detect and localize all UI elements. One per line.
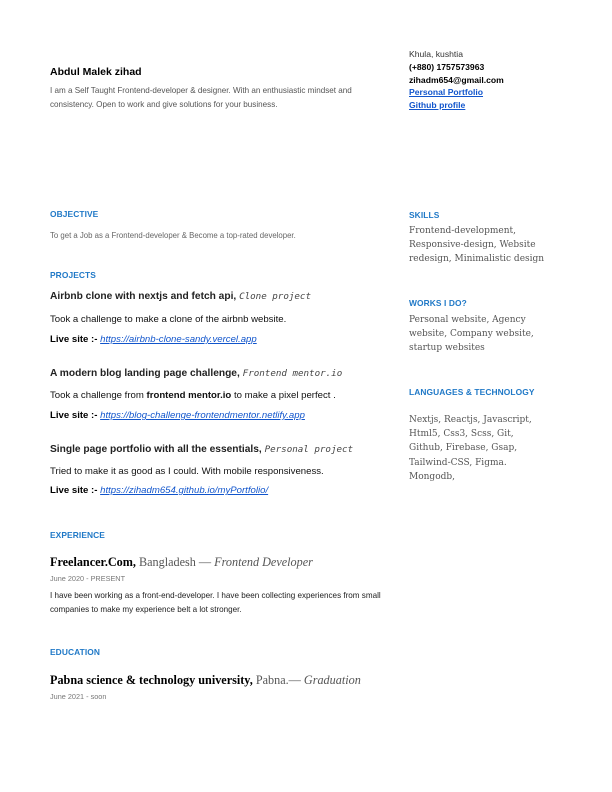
contact-email: zihadm654@gmail.com xyxy=(409,74,504,85)
contact-address: Khula, kushtia xyxy=(409,49,463,59)
skills-heading: SKILLS xyxy=(409,210,440,220)
experience-dates: June 2020 - PRESENT xyxy=(50,574,126,583)
contact-phone: (+880) 1757573963 xyxy=(409,61,485,72)
education-heading: EDUCATION xyxy=(50,647,101,657)
experience-entry-title: Freelancer.Com, Bangladesh — Frontend Developer xyxy=(50,555,313,569)
project-title: Airbnb clone with nextjs and fetch api, Clone project xyxy=(50,291,311,302)
project-live xyxy=(50,485,268,496)
company-name: Freelancer.Com, xyxy=(50,555,136,569)
works-text: Personal website, Agency website, Company website, startup websites xyxy=(409,315,534,354)
live-label: Live site :- xyxy=(50,334,98,345)
resume-name: Abdul Malek zihad xyxy=(50,66,142,78)
project-live-link[interactable]: https://airbnb-clone-sandy.vercel.app xyxy=(100,334,257,345)
portfolio-link[interactable]: Personal Portfolio xyxy=(409,87,484,98)
objective-heading: OBJECTIVE xyxy=(50,209,99,219)
project-name: Single page portfolio with all the essentials xyxy=(50,444,259,455)
project-desc: Took a challenge from frontend mentor.io to make a pixel perfect . xyxy=(50,390,336,401)
languages-heading: LANGUAGES & TECHNOLOGY xyxy=(409,387,535,397)
project-title: A modern blog landing page challenge, Frontend mentor.io xyxy=(50,368,343,379)
contact-block xyxy=(409,48,504,112)
skills-text: Frontend-development, Responsive-design, Website redesign, Minimalistic design xyxy=(409,226,545,265)
project-name: A modern blog landing page challenge xyxy=(50,368,237,379)
intro-text: I am a Self Taught Frontend-developer & designer. With an enthusiastic mindset and consistency. Open to work and give solutions for your business. xyxy=(50,86,352,109)
project-title: Single page portfolio with all the essentials, Personal project xyxy=(50,444,354,455)
works-heading: WORKS I DO? xyxy=(409,298,467,308)
project-kind: Clone project xyxy=(239,291,311,302)
experience-heading: EXPERIENCE xyxy=(50,530,105,540)
live-label: Live site :- xyxy=(50,485,98,496)
project-name: Airbnb clone with nextjs and fetch api xyxy=(50,291,234,302)
live-label: Live site :- xyxy=(50,410,98,421)
projects-heading: PROJECTS xyxy=(50,270,96,280)
job-role: Frontend Developer xyxy=(214,555,313,569)
objective-text: To get a Job as a Frontend-developer & Become a top-rated developer. xyxy=(50,231,296,240)
github-link[interactable]: Github profile xyxy=(409,100,466,111)
degree: Graduation xyxy=(303,673,361,687)
education-entry-title: Pabna science & technology university, Pabna.— Graduation xyxy=(50,673,361,687)
project-desc: Took a challenge to make a clone of the airbnb website. xyxy=(50,314,287,325)
experience-desc: I have been working as a front-end-developer. I have been collecting experiences from small companies to make my experience belt a lot stronger. xyxy=(50,591,381,614)
languages-text: Nextjs, Reactjs, Javascript, Html5, Css3, Scss, Git, Github, Firebase, Gsap, Tailwind-CSS, Figma. Mongodb, xyxy=(409,415,532,482)
school-name: Pabna science & technology university, xyxy=(50,673,253,687)
project-live-link[interactable]: https://blog-challenge-frontendmentor.netlify.app xyxy=(100,410,305,421)
project-desc: Tried to make it as good as I could. With mobile responsiveness. xyxy=(50,466,324,477)
education-dates: June 2021 - soon xyxy=(50,692,107,701)
project-live xyxy=(50,334,257,345)
project-live xyxy=(50,410,305,421)
project-live-link[interactable]: https://zihadm654.github.io/myPortfolio/ xyxy=(100,485,269,496)
project-kind: Frontend mentor.io xyxy=(242,368,343,379)
project-kind: Personal project xyxy=(264,444,354,455)
